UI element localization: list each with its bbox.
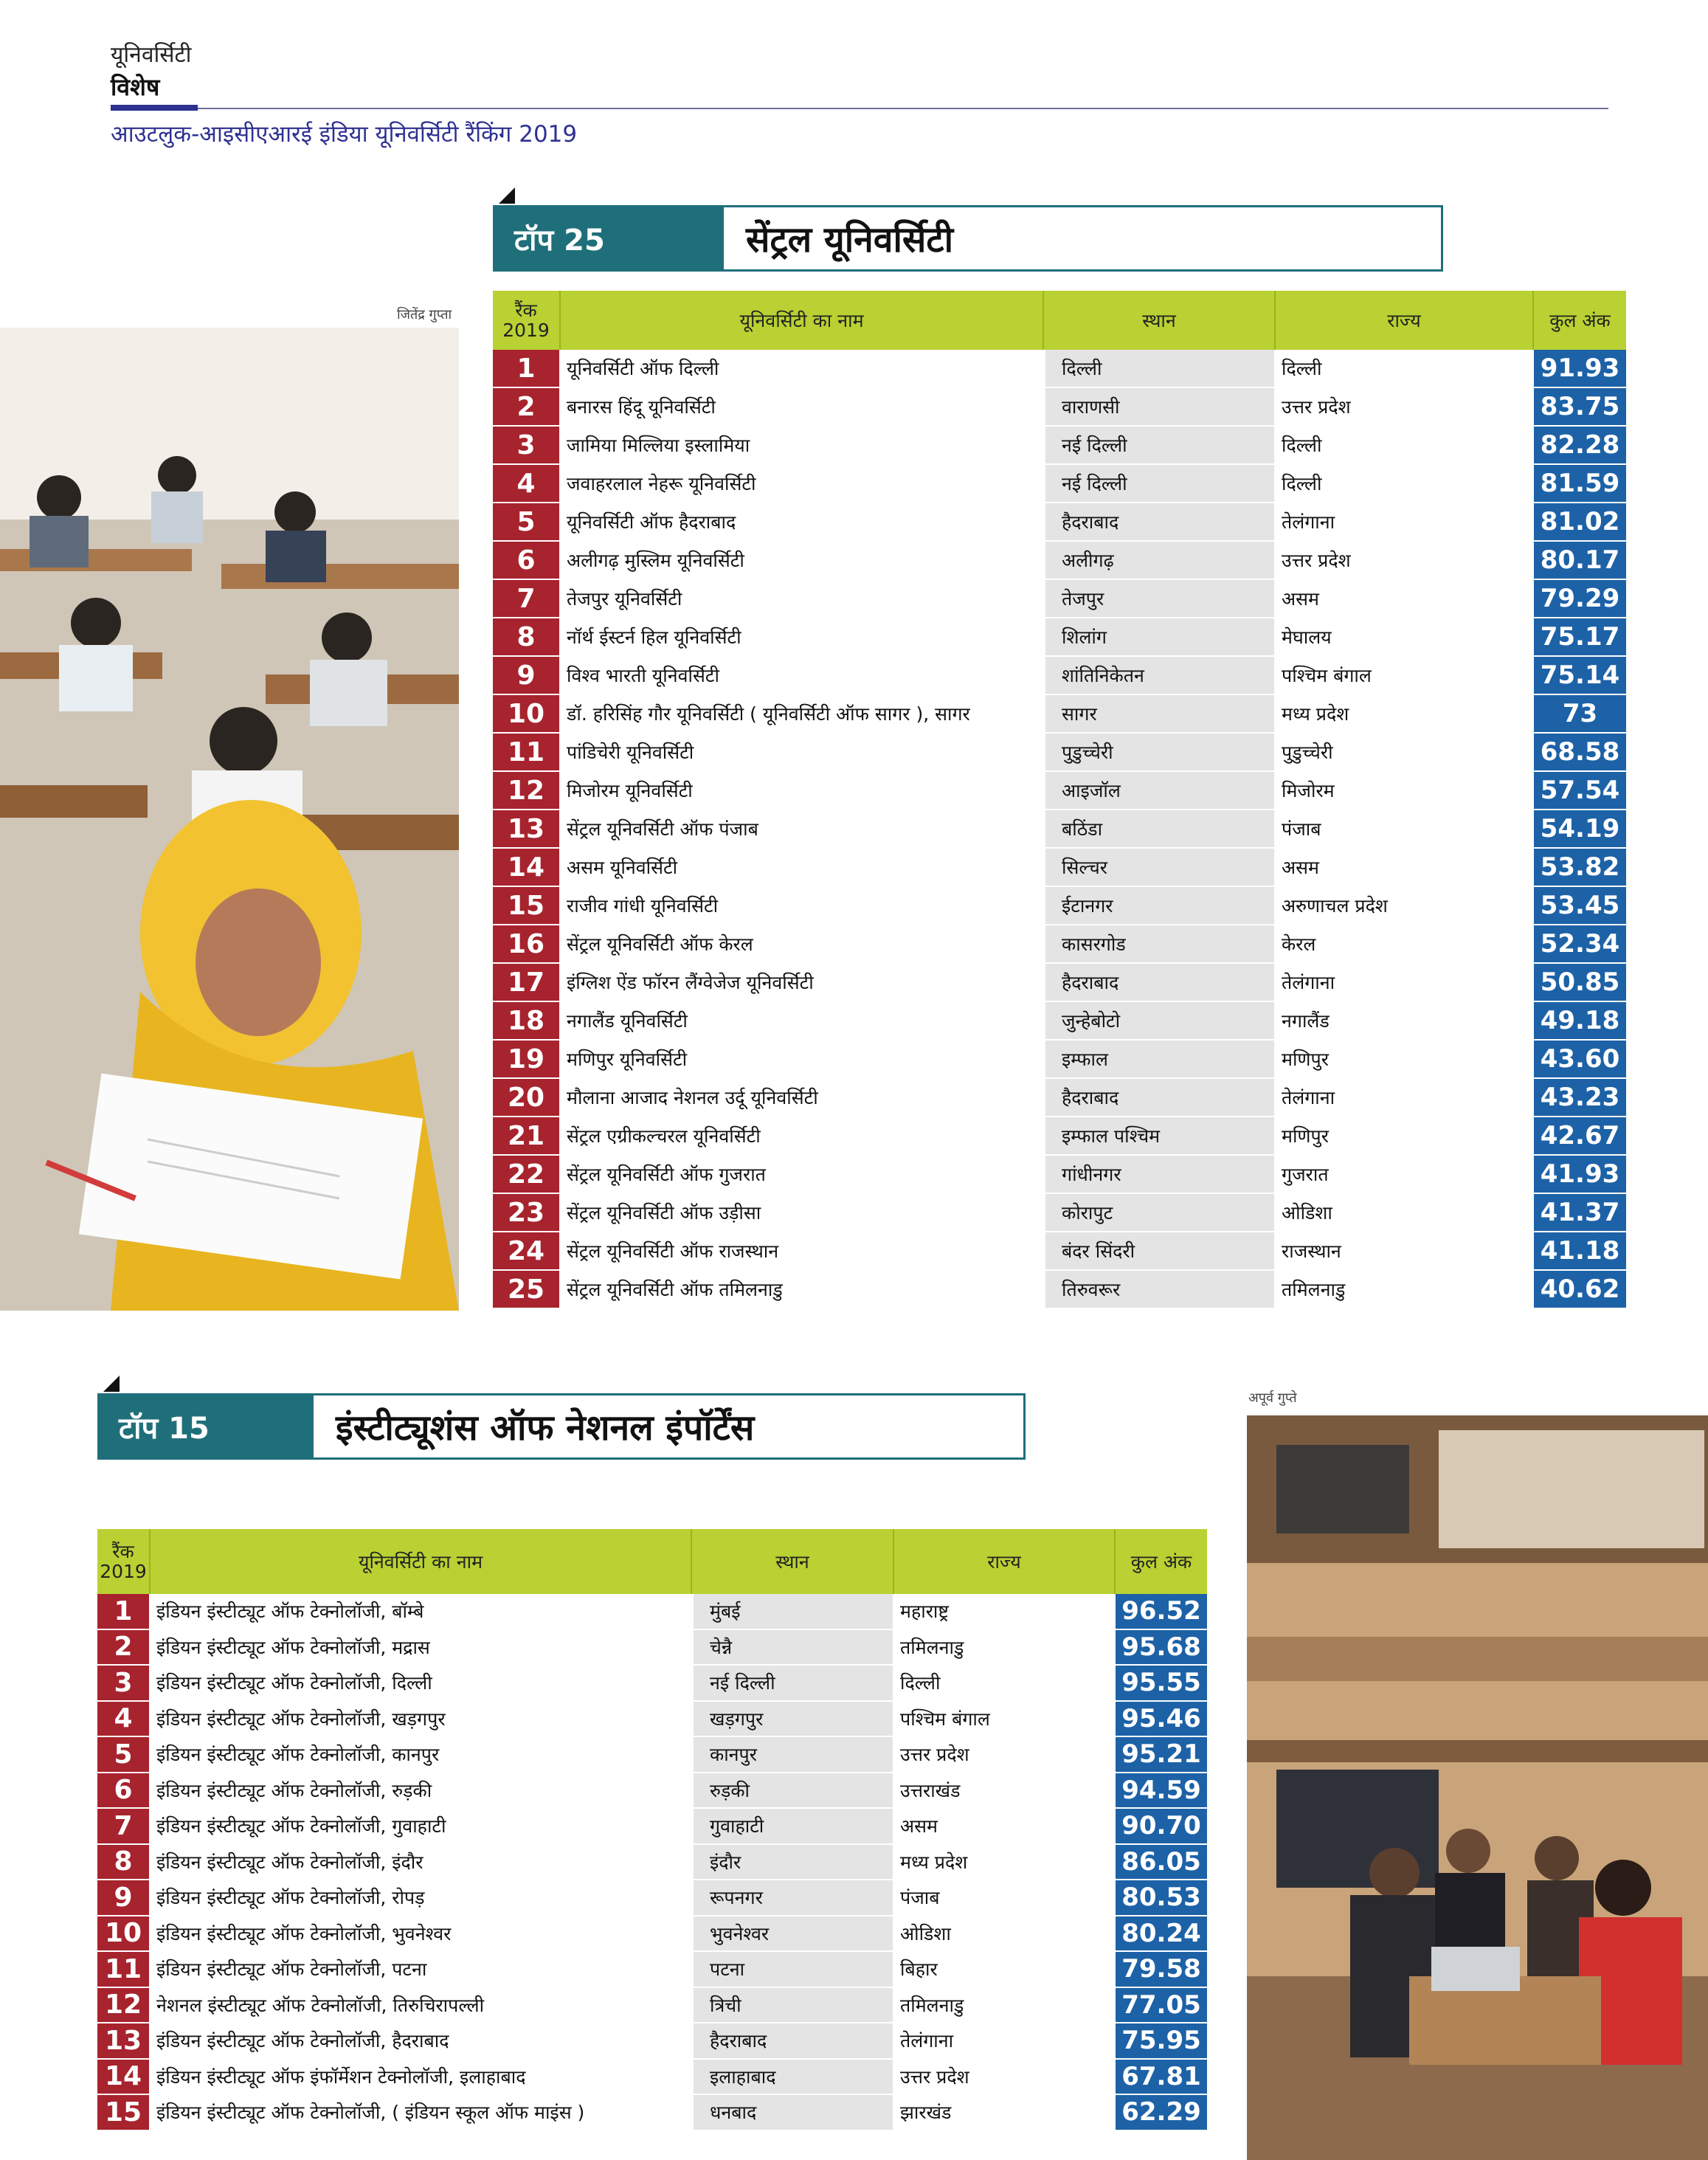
name-cell: इंडियन इंस्टीट्यूट ऑफ टेक्नोलॉजी, पटना [151,1952,692,1987]
state-cell: तमिलनाडु [894,1630,1116,1665]
table-row [97,2060,1207,2096]
location-cell: भुवनेश्वर [692,1916,894,1951]
state-cell: नगालैंड [1276,1002,1534,1039]
table-row [97,1809,1207,1845]
name-cell: असम यूनिवर्सिटी [561,849,1044,886]
name-cell: इंडियन इंस्टीट्यूट ऑफ टेक्नोलॉजी, रुड़की [151,1773,692,1808]
location-cell: त्रिची [692,1988,894,2023]
location-cell: नई दिल्ली [692,1666,894,1700]
col-score: कुल अंक [1130,1550,1192,1573]
score-cell: 43.23 [1534,1079,1626,1116]
name-cell: इंडियन इंस्टीट्यूट ऑफ टेक्नोलॉजी, बॉम्बे [151,1594,692,1629]
name-cell: सेंट्रल यूनिवर्सिटी ऑफ गुजरात [561,1156,1044,1193]
state-cell: राजस्थान [1276,1232,1534,1269]
name-cell: सेंट्रल एग्रीकल्चरल यूनिवर्सिटी [561,1117,1044,1154]
score-cell: 49.18 [1534,1002,1626,1039]
score-cell: 75.17 [1534,618,1626,655]
state-cell: उत्तर प्रदेश [1276,542,1534,579]
score-cell: 54.19 [1534,810,1626,847]
location-cell: अलीगढ़ [1044,542,1276,579]
col-score: कुल अंक [1549,309,1611,331]
rank-cell: 11 [493,734,561,770]
location-cell: रूपनगर [692,1880,894,1915]
table-row [493,1079,1626,1117]
name-cell: इंग्लिश ऐंड फॉरन लैंग्वेजेज यूनिवर्सिटी [561,964,1044,1001]
score-cell: 62.29 [1116,2095,1207,2130]
rank-cell: 18 [493,1002,561,1039]
table-row [97,2023,1207,2060]
location-cell: आइजॉल [1044,772,1276,809]
location-cell: पटना [692,1952,894,1987]
name-cell: नॉर्थ ईस्टर्न हिल यूनिवर्सिटी [561,618,1044,655]
table-row [493,580,1626,618]
name-cell: पांडिचेरी यूनिवर्सिटी [561,734,1044,770]
name-cell: मणिपुर यूनिवर्सिटी [561,1041,1044,1077]
subsection-label: विशेष [111,73,160,101]
header-accent-bar [111,105,198,111]
header-rule [198,108,1608,109]
location-cell: बंदर सिंदरी [1044,1232,1276,1269]
rank-cell: 5 [97,1737,151,1772]
rank-cell: 19 [493,1041,561,1077]
score-cell: 67.81 [1116,2060,1207,2094]
table-row [493,1041,1626,1079]
name-cell: इंडियन इंस्टीट्यूट ऑफ टेक्नोलॉजी, इंदौर [151,1845,692,1880]
rank-cell: 3 [493,427,561,463]
campus-illustration [1247,1415,1708,2160]
state-cell: मणिपुर [1276,1117,1534,1154]
rank-cell: 17 [493,964,561,1001]
rank-cell: 7 [97,1809,151,1843]
col-name: यूनिवर्सिटी का नाम [561,291,1044,350]
rank-cell: 9 [493,657,561,694]
table-row [493,503,1626,542]
score-cell: 53.82 [1534,849,1626,886]
score-cell: 80.17 [1534,542,1626,579]
rank-cell: 1 [493,350,561,387]
name-cell: इंडियन इंस्टीट्यूट ऑफ टेक्नोलॉजी, भुवनेश्वर [151,1916,692,1951]
location-cell: इम्फाल पश्चिम [1044,1117,1276,1154]
rank-cell: 21 [493,1117,561,1154]
name-cell: इंडियन इंस्टीट्यूट ऑफ टेक्नोलॉजी, मद्रास [151,1630,692,1665]
location-cell: धनबाद [692,2095,894,2130]
location-cell: रुड़की [692,1773,894,1808]
national-table-header [97,1529,1207,1594]
rank-cell: 12 [493,772,561,809]
state-cell: तमिलनाडु [1276,1271,1534,1308]
location-cell: कासरगोड [1044,925,1276,962]
state-cell: तेलंगाना [1276,1079,1534,1116]
rank-cell: 6 [97,1773,151,1808]
rank-cell: 8 [97,1845,151,1880]
score-cell: 77.05 [1116,1988,1207,2023]
location-cell: तेजपुर [1044,580,1276,617]
score-cell: 81.02 [1534,503,1626,540]
state-cell: दिल्ली [1276,350,1534,387]
location-cell: इम्फाल [1044,1041,1276,1077]
location-cell: हैदराबाद [1044,964,1276,1001]
campus-photo [1247,1415,1708,2160]
state-cell: तेलंगाना [1276,503,1534,540]
rank-cell: 9 [97,1880,151,1915]
name-cell: सेंट्रल यूनिवर्सिटी ऑफ केरल [561,925,1044,962]
state-cell: पश्चिम बंगाल [1276,657,1534,694]
name-cell: इंडियन इंस्टीट्यूट ऑफ टेक्नोलॉजी, दिल्ली [151,1666,692,1700]
location-cell: सिल्चर [1044,849,1276,886]
table-row [493,542,1626,580]
rank-cell: 4 [493,465,561,502]
name-cell: इंडियन इंस्टीट्यूट ऑफ टेक्नोलॉजी, खड़गपुर [151,1702,692,1736]
location-cell: वाराणसी [1044,388,1276,425]
national-top-label: टॉप 15 [100,1395,314,1457]
rank-cell: 6 [493,542,561,579]
table-row [493,695,1626,734]
score-cell: 57.54 [1534,772,1626,809]
state-cell: असम [1276,580,1534,617]
state-cell: तेलंगाना [894,2023,1116,2058]
location-cell: खड़गपुर [692,1702,894,1736]
name-cell: सेंट्रल यूनिवर्सिटी ऑफ राजस्थान [561,1232,1044,1269]
state-cell: मध्य प्रदेश [894,1845,1116,1880]
score-cell: 95.46 [1116,1702,1207,1736]
central-table-header [493,291,1626,350]
state-cell: ओडिशा [894,1916,1116,1951]
rank-cell: 14 [493,849,561,886]
rank-cell: 4 [97,1702,151,1736]
col-name: यूनिवर्सिटी का नाम [151,1529,692,1594]
score-cell: 75.14 [1534,657,1626,694]
rank-cell: 24 [493,1232,561,1269]
score-cell: 83.75 [1534,388,1626,425]
state-cell: दिल्ली [1276,465,1534,502]
location-cell: कानपुर [692,1737,894,1772]
exam-hall-photo [0,328,459,1311]
score-cell: 43.60 [1534,1041,1626,1077]
score-cell: 53.45 [1534,887,1626,924]
national-heading: इंस्टीट्यूशंस ऑफ नेशनल इंपॉर्टेंस [336,1407,755,1449]
rank-cell: 5 [493,503,561,540]
score-cell: 73 [1534,695,1626,732]
state-cell: मणिपुर [1276,1041,1534,1077]
central-section-title [493,205,1443,272]
table-row [493,1002,1626,1041]
name-cell: इंडियन इंस्टीट्यूट ऑफ टेक्नोलॉजी, हैदराबाद [151,2023,692,2058]
state-cell: पश्चिम बंगाल [894,1702,1116,1736]
table-row [493,734,1626,772]
name-cell: सेंट्रल यूनिवर्सिटी ऑफ पंजाब [561,810,1044,847]
rank-cell: 2 [97,1630,151,1665]
location-cell: हैदराबाद [1044,1079,1276,1116]
table-row [493,1117,1626,1156]
location-cell: ईटानगर [1044,887,1276,924]
score-cell: 95.21 [1116,1737,1207,1772]
location-cell: गांधीनगर [1044,1156,1276,1193]
name-cell: डॉ. हरिसिंह गौर यूनिवर्सिटी ( यूनिवर्सिटी ऑफ सागर ), सागर [561,695,1044,732]
location-cell: इंदौर [692,1845,894,1880]
score-cell: 50.85 [1534,964,1626,1001]
table-row [97,1702,1207,1738]
name-cell: इंडियन इंस्टीट्यूट ऑफ टेक्नोलॉजी, रोपड़ [151,1880,692,1915]
table-row [97,1845,1207,1881]
section-label: यूनिवर्सिटी [111,42,192,68]
table-row [493,849,1626,887]
score-cell: 96.52 [1116,1594,1207,1629]
score-cell: 41.18 [1534,1232,1626,1269]
score-cell: 95.68 [1116,1630,1207,1665]
rank-cell: 13 [97,2023,151,2058]
location-cell: मुंबई [692,1594,894,1629]
state-cell: मध्य प्रदेश [1276,695,1534,732]
score-cell: 81.59 [1534,465,1626,502]
state-cell: ओडिशा [1276,1194,1534,1231]
table-row [97,1880,1207,1916]
col-location: स्थान [1044,291,1276,350]
table-row [493,925,1626,964]
table-row [97,1666,1207,1702]
score-cell: 42.67 [1534,1117,1626,1154]
state-cell: असम [894,1809,1116,1843]
table-row [97,1630,1207,1666]
state-cell: पंजाब [1276,810,1534,847]
state-cell: उत्तर प्रदेश [894,2060,1116,2094]
table-row [493,1194,1626,1232]
rank-cell: 23 [493,1194,561,1231]
location-cell: नई दिल्ली [1044,465,1276,502]
table-row [493,887,1626,925]
rank-cell: 13 [493,810,561,847]
name-cell: सेंट्रल यूनिवर्सिटी ऑफ उड़ीसा [561,1194,1044,1231]
name-cell: नगालैंड यूनिवर्सिटी [561,1002,1044,1039]
state-cell: तेलंगाना [1276,964,1534,1001]
table-row [493,350,1626,388]
state-cell: पंजाब [894,1880,1116,1915]
table-row [493,427,1626,465]
location-cell: बठिंडा [1044,810,1276,847]
name-cell: यूनिवर्सिटी ऑफ हैदराबाद [561,503,1044,540]
rank-cell: 12 [97,1988,151,2023]
table-row [493,465,1626,503]
location-cell: जुन्हेबोटो [1044,1002,1276,1039]
name-cell: इंडियन इंस्टीट्यूट ऑफ टेक्नोलॉजी, गुवाहाटी [151,1809,692,1843]
name-cell: यूनिवर्सिटी ऑफ दिल्ली [561,350,1044,387]
table-row [493,657,1626,695]
state-cell: उत्तराखंड [894,1773,1116,1808]
central-university-table [493,291,1626,1309]
rank-cell: 22 [493,1156,561,1193]
score-cell: 82.28 [1534,427,1626,463]
state-cell: मेघालय [1276,618,1534,655]
state-cell: अरुणाचल प्रदेश [1276,887,1534,924]
rank-cell: 10 [97,1916,151,1951]
location-cell: हैदराबाद [692,2023,894,2058]
state-cell: उत्तर प्रदेश [1276,388,1534,425]
state-cell: तमिलनाडु [894,1988,1116,2023]
table-row [97,1773,1207,1809]
score-cell: 80.53 [1116,1880,1207,1915]
rank-cell: 3 [97,1666,151,1700]
col-state: राज्य [1276,291,1534,350]
rank-cell: 8 [493,618,561,655]
photo1-credit: जितेंद्र गुप्ता [397,307,452,322]
score-cell: 86.05 [1116,1845,1207,1880]
table-row [493,388,1626,427]
score-cell: 52.34 [1534,925,1626,962]
location-cell: नई दिल्ली [1044,427,1276,463]
name-cell: इंडियन इंस्टीट्यूट ऑफ इंफॉर्मेशन टेक्नोलॉजी, इलाहाबाद [151,2060,692,2094]
name-cell: मिजोरम यूनिवर्सिटी [561,772,1044,809]
name-cell: जामिया मिल्लिया इस्लामिया [561,427,1044,463]
rank-cell: 10 [493,695,561,732]
name-cell: बनारस हिंदू यूनिवर्सिटी [561,388,1044,425]
rank-cell: 25 [493,1271,561,1308]
name-cell: जवाहरलाल नेहरू यूनिवर्सिटी [561,465,1044,502]
central-top-label: टॉप 25 [495,207,724,269]
location-cell: शिलांग [1044,618,1276,655]
name-cell: तेजपुर यूनिवर्सिटी [561,580,1044,617]
col-state: राज्य [894,1529,1116,1594]
table-row [493,1232,1626,1271]
location-cell: गुवाहाटी [692,1809,894,1843]
score-cell: 79.29 [1534,580,1626,617]
table-row [493,810,1626,849]
table-row [493,618,1626,657]
section2-corner-mark [103,1376,120,1392]
name-cell: विश्व भारती यूनिवर्सिटी [561,657,1044,694]
location-cell: शांतिनिकेतन [1044,657,1276,694]
rank-cell: 7 [493,580,561,617]
rank-cell: 1 [97,1594,151,1629]
table-row [97,1916,1207,1953]
state-cell: उत्तर प्रदेश [894,1737,1116,1772]
state-cell: महाराष्ट्र [894,1594,1116,1629]
score-cell: 75.95 [1116,2023,1207,2058]
rank-cell: 2 [493,388,561,425]
central-heading: सेंट्रल यूनिवर्सिटी [746,218,953,260]
state-cell: मिजोरम [1276,772,1534,809]
score-cell: 95.55 [1116,1666,1207,1700]
rank-cell: 11 [97,1952,151,1987]
state-cell: दिल्ली [1276,427,1534,463]
table-row [97,1988,1207,2024]
name-cell: सेंट्रल यूनिवर्सिटी ऑफ तमिलनाडु [561,1271,1044,1308]
col-rank: रैंक 2019 [493,291,561,350]
rank-cell: 15 [97,2095,151,2130]
location-cell: कोरापुट [1044,1194,1276,1231]
score-cell: 41.37 [1534,1194,1626,1231]
table-row [97,1952,1207,1988]
rank-cell: 16 [493,925,561,962]
name-cell: अलीगढ़ मुस्लिम यूनिवर्सिटी [561,542,1044,579]
col-rank: रैंक 2019 [97,1529,151,1594]
rank-cell: 15 [493,887,561,924]
name-cell: इंडियन इंस्टीट्यूट ऑफ टेक्नोलॉजी, कानपुर [151,1737,692,1772]
national-institution-table [97,1529,1207,2131]
score-cell: 90.70 [1116,1809,1207,1843]
score-cell: 79.58 [1116,1952,1207,1987]
table-row [493,1271,1626,1309]
name-cell: मौलाना आजाद नेशनल उर्दू यूनिवर्सिटी [561,1079,1044,1116]
score-cell: 68.58 [1534,734,1626,770]
table-row [97,1594,1207,1630]
col-location: स्थान [692,1529,894,1594]
location-cell: चेन्नै [692,1630,894,1665]
location-cell: दिल्ली [1044,350,1276,387]
exam-hall-illustration [0,328,459,1311]
national-section-title [97,1393,1026,1460]
location-cell: इलाहाबाद [692,2060,894,2094]
score-cell: 94.59 [1116,1773,1207,1808]
rank-cell: 20 [493,1079,561,1116]
score-cell: 40.62 [1534,1271,1626,1308]
rank-cell: 14 [97,2060,151,2094]
score-cell: 80.24 [1116,1916,1207,1951]
table-row [493,1156,1626,1194]
name-cell: इंडियन इंस्टीट्यूट ऑफ टेक्नोलॉजी, ( इंडियन स्कूल ऑफ माइंस ) [151,2095,692,2130]
table-row [97,1737,1207,1773]
table-row [493,772,1626,810]
state-cell: बिहार [894,1952,1116,1987]
state-cell: पुडुच्चेरी [1276,734,1534,770]
state-cell: झारखंड [894,2095,1116,2130]
score-cell: 91.93 [1534,350,1626,387]
name-cell: नेशनल इंस्टीट्यूट ऑफ टेक्नोलॉजी, तिरुचिरापल्ली [151,1988,692,2023]
location-cell: पुडुच्चेरी [1044,734,1276,770]
state-cell: असम [1276,849,1534,886]
name-cell: राजीव गांधी यूनिवर्सिटी [561,887,1044,924]
section1-corner-mark [499,187,515,204]
location-cell: सागर [1044,695,1276,732]
location-cell: हैदराबाद [1044,503,1276,540]
photo2-credit: अपूर्व गुप्ते [1248,1390,1297,1406]
state-cell: दिल्ली [894,1666,1116,1700]
table-row [97,2095,1207,2131]
location-cell: तिरुवरूर [1044,1271,1276,1308]
score-cell: 41.93 [1534,1156,1626,1193]
state-cell: गुजरात [1276,1156,1534,1193]
state-cell: केरल [1276,925,1534,962]
page-title: आउटलुक-आइसीएआरई इंडिया यूनिवर्सिटी रैंकिंग 2019 [111,121,578,148]
table-row [493,964,1626,1002]
